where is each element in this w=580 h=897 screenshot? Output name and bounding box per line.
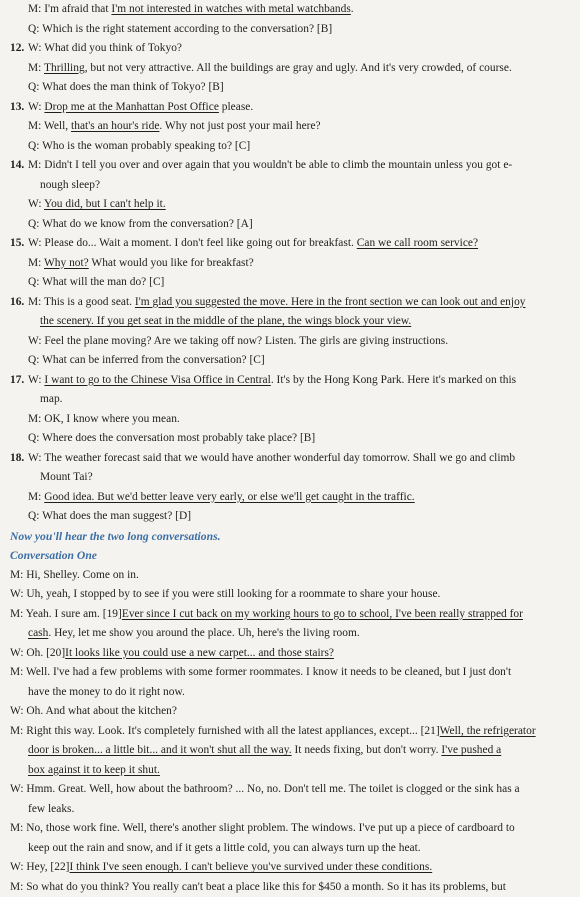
text-line [10, 702, 570, 722]
line-text: Q: What does the man think of Tokyo? [B] [28, 81, 224, 93]
text-line [10, 137, 570, 157]
line-text: W: Oh. And what about the kitchen? [10, 705, 177, 717]
line-text: M: Didn't I tell you over and over again that you wouldn't be able to climb the mountain unless you got e- [28, 159, 512, 171]
text-line [10, 839, 570, 859]
line-text: M: Right this way. Look. It's completely furnished with all the latest appliances, except... [21] [10, 725, 440, 737]
question-number: 17. [10, 371, 28, 391]
question-number: 18. [10, 449, 28, 469]
line-text: please. [219, 101, 253, 113]
line-text: Q: Who is the woman probably speaking to? [C] [28, 140, 250, 152]
text-line [10, 176, 570, 196]
underlined-text: Good idea. But we'd better leave very early, or else we'll get caught in the traffic. [44, 491, 414, 503]
text-line [10, 429, 570, 449]
text-line [10, 644, 570, 664]
underlined-text: door is broken... a little bit... and it won't shut all the way. [28, 744, 292, 756]
text-line [10, 20, 570, 40]
line-text: W: [28, 101, 44, 113]
underlined-text: It looks like you could use a new carpet... and those stairs? [65, 647, 334, 659]
line-text: M: Well, [28, 120, 71, 132]
line-text: W: What did you think of Tokyo? [28, 42, 182, 54]
text-line [10, 449, 570, 469]
underlined-text: Can we call room service? [357, 237, 478, 249]
underlined-text: I'm not interested in watches with metal watchbands [111, 3, 350, 15]
text-line [10, 819, 570, 839]
line-text: M: OK, I know where you mean. [28, 413, 180, 425]
line-text: W: Feel the plane moving? Are we taking off now? Listen. The girls are giving instructions. [28, 335, 448, 347]
text-line [10, 293, 570, 313]
underlined-text: Well, the refrigerator [440, 725, 536, 737]
line-text: W: [28, 374, 44, 386]
text-line [10, 878, 570, 897]
underlined-text: I'm glad you suggested the move. Here in the front section we can look out and enjoy [135, 296, 526, 308]
text-line [10, 273, 570, 293]
line-text: W: Hmm. Great. Well, how about the bathroom? ... No, no. Don't tell me. The toilet is clogged or the sink has a [10, 783, 520, 795]
text-line [10, 117, 570, 137]
line-text: map. [40, 393, 63, 405]
line-text: , but not very attractive. All the buildings are gray and ugly. And it's very crowded, of course. [85, 62, 512, 74]
text-line [10, 195, 570, 215]
underlined-text: I want to go to the Chinese Visa Office in Central [44, 374, 270, 386]
text-line [10, 0, 570, 20]
text-line [10, 663, 570, 683]
underlined-text: You did, but I can't help it. [44, 198, 166, 210]
text-line [10, 332, 570, 352]
line-text: M: [28, 491, 44, 503]
line-text: M: Hi, Shelley. Come on in. [10, 569, 139, 581]
underlined-text: that's an hour's ride [71, 120, 159, 132]
text-line [10, 858, 570, 878]
line-text: . [351, 3, 354, 15]
line-text: W: Oh. [20] [10, 647, 65, 659]
text-line [10, 761, 570, 781]
text-line [10, 59, 570, 79]
line-text: Q: What will the man do? [C] [28, 276, 164, 288]
question-number: 15. [10, 234, 28, 254]
text-line [10, 780, 570, 800]
line-text: nough sleep? [40, 179, 100, 191]
text-line [10, 683, 570, 703]
line-text: M: Well. I've had a few problems with some former roommates. I know it needs to be cleaned, but I just don't [10, 666, 511, 678]
line-text: W: [28, 198, 44, 210]
text-line [10, 215, 570, 235]
text-line [10, 624, 570, 644]
text-line [10, 312, 570, 332]
text-line [10, 566, 570, 586]
line-text: W: Uh, yeah, I stopped by to see if you were still looking for a roommate to share your house. [10, 588, 440, 600]
text-line [10, 78, 570, 98]
underlined-text: Ever since I cut back on my working hours to go to school, I've been really strapped for [122, 608, 523, 620]
line-text: M: So what do you think? You really can't beat a place like this for $450 a month. So it has its problems, but [10, 881, 506, 893]
underlined-text: Why not? [44, 257, 89, 269]
line-text: M: No, those work fine. Well, there's another slight problem. The windows. I've put up a piece of cardboard to [10, 822, 515, 834]
line-text: . It's by the Hong Kong Park. Here it's marked on this [271, 374, 516, 386]
text-line [10, 605, 570, 625]
line-text: Q: Where does the conversation most probably take place? [B] [28, 432, 315, 444]
line-text: W: The weather forecast said that we would have another wonderful day tomorrow. Shall we go and climb [28, 452, 515, 464]
underlined-text: box against it to keep it shut. [28, 764, 160, 776]
underlined-text: cash [28, 627, 48, 639]
text-line [10, 390, 570, 410]
underlined-text: the scenery. If you get seat in the middle of the plane, the wings block your view. [40, 315, 411, 327]
section-heading [10, 527, 570, 547]
line-text: Q: What can be inferred from the conversation? [C] [28, 354, 265, 366]
question-number: 14. [10, 156, 28, 176]
text-line [10, 585, 570, 605]
line-text: W: Please do... Wait a moment. I don't feel like going out for breakfast. [28, 237, 357, 249]
text-line [10, 488, 570, 508]
text-line [10, 98, 570, 118]
text-line [10, 468, 570, 488]
question-number: 16. [10, 293, 28, 313]
line-text: M: [28, 62, 44, 74]
line-text: What would you like for breakfast? [89, 257, 254, 269]
question-number: 12. [10, 39, 28, 59]
text-line [10, 722, 570, 742]
line-text: . Why not just post your mail here? [159, 120, 320, 132]
text-line [10, 254, 570, 274]
text-line [10, 156, 570, 176]
line-text: M: This is a good seat. [28, 296, 135, 308]
line-text: M: I'm afraid that [28, 3, 111, 15]
text-line [10, 741, 570, 761]
text-line [10, 371, 570, 391]
line-text: Conversation One [10, 549, 97, 562]
line-text: M: [28, 257, 44, 269]
line-text: . Hey, let me show you around the place. Uh, here's the living room. [48, 627, 359, 639]
underlined-text: Drop me at the Manhattan Post Office [44, 101, 219, 113]
text-line [10, 39, 570, 59]
line-text: Q: What does the man suggest? [D] [28, 510, 191, 522]
line-text: Mount Tai? [40, 471, 93, 483]
line-text: few leaks. [28, 803, 74, 815]
line-text: Q: What do we know from the conversation? [A] [28, 218, 253, 230]
text-line [10, 410, 570, 430]
line-text: have the money to do it right now. [28, 686, 185, 698]
text-line [10, 507, 570, 527]
question-number: 13. [10, 98, 28, 118]
underlined-text: Thrilling [44, 62, 85, 74]
line-text: It needs fixing, but don't worry. [292, 744, 442, 756]
line-text: Q: Which is the right statement according to the conversation? [B] [28, 23, 332, 35]
line-text: M: Yeah. I sure am. [19] [10, 608, 122, 620]
text-line [10, 800, 570, 820]
line-text: Now you'll hear the two long conversations. [10, 530, 221, 543]
underlined-text: I think I've seen enough. I can't believe you've survived under these conditions. [70, 861, 433, 873]
section-heading [10, 546, 570, 566]
line-text: keep out the rain and snow, and if it gets a little cold, you can always turn up the heat. [28, 842, 421, 854]
text-line [10, 351, 570, 371]
text-line [10, 234, 570, 254]
line-text: W: Hey, [22] [10, 861, 70, 873]
underlined-text: I've pushed a [441, 744, 501, 756]
